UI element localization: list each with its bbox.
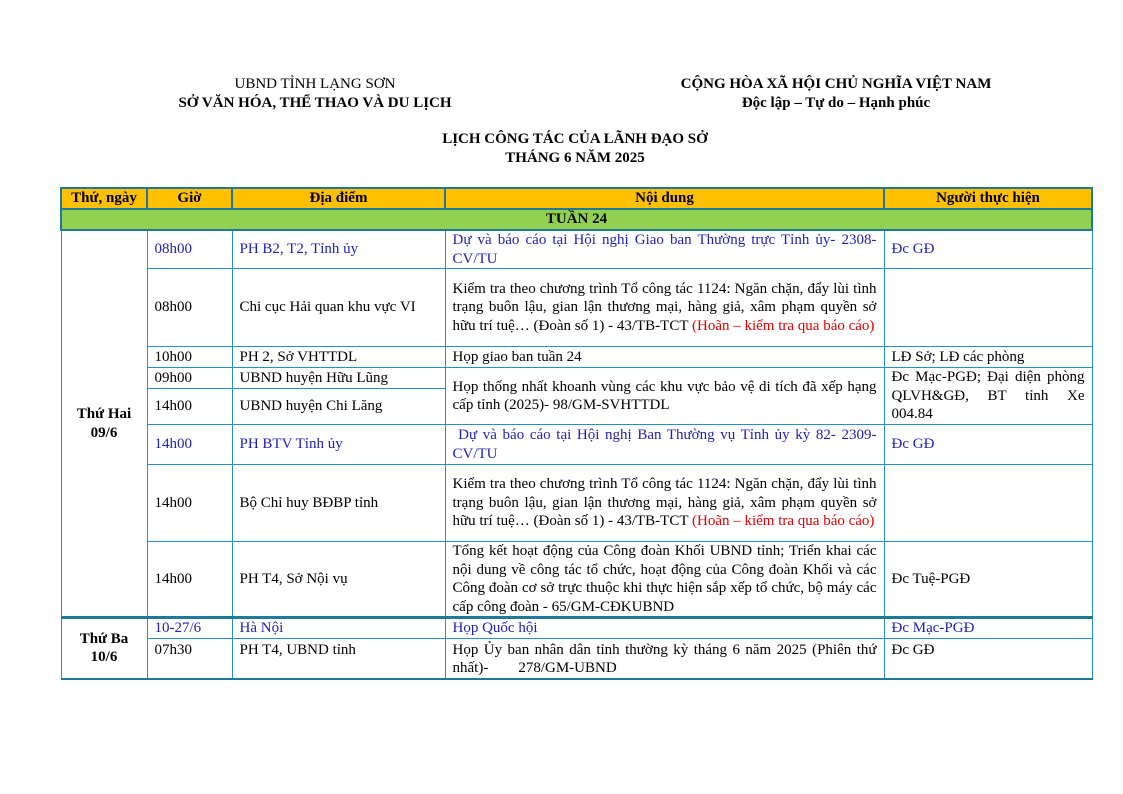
time-cell: 08h00 xyxy=(147,230,232,269)
column-header-place: Địa điểm xyxy=(232,188,445,209)
content-cell xyxy=(445,269,884,347)
content-cell: Họp Quốc hội xyxy=(445,618,884,639)
place-cell: Hà Nội xyxy=(232,618,445,639)
place-cell: Bộ Chỉ huy BĐBP tỉnh xyxy=(232,465,445,542)
day-cell-tuesday xyxy=(61,618,147,679)
table-row xyxy=(61,230,1092,269)
time-cell: 09h00 xyxy=(147,368,232,389)
person-cell: Đc Mạc-PGĐ; Đại diện phòng QLVH&GĐ, BT tỉnh Xe 004.84 xyxy=(884,368,1092,425)
week-row xyxy=(61,209,1092,230)
person-cell: Đc Tuệ-PGĐ xyxy=(884,542,1092,618)
postponed-note: (Hoãn – kiểm tra qua báo cáo) xyxy=(692,513,875,530)
content-cell: Dự và báo cáo tại Hội nghị Ban Thường vụ Tỉnh ủy kỳ 82- 2309-CV/TU xyxy=(445,425,884,465)
time-cell: 14h00 xyxy=(147,542,232,618)
place-cell: Chi cục Hải quan khu vực VI xyxy=(232,269,445,347)
schedule-table xyxy=(60,187,1093,680)
title-line-2: THÁNG 6 NĂM 2025 xyxy=(505,150,645,166)
table-row xyxy=(61,368,1092,389)
time-cell: 07h30 xyxy=(147,638,232,679)
national-title: CỘNG HÒA XÃ HỘI CHỦ NGHĨA VIỆT NAM xyxy=(680,76,992,92)
time-cell: 10h00 xyxy=(147,347,232,368)
agency-header xyxy=(150,75,480,113)
day-date: 10/6 xyxy=(90,649,118,666)
content-text: Kiểm tra theo chương trình Tổ công tác 1124: Ngăn chặn, đẩy lùi tình trạng buôn lậu, gian lận thương mại, hàng giả, xâm phạm quyền sở hữu trí tuệ… (Đoàn số 1) - 43/TB-TCT xyxy=(452,476,877,530)
week-label: TUẦN 24 xyxy=(61,209,1092,230)
content-cell: Họp Ủy ban nhân dân tỉnh thường kỳ tháng 6 năm 2025 (Phiên thứ nhất)- 278/GM-UBND xyxy=(445,638,884,679)
time-cell: 14h00 xyxy=(147,465,232,542)
column-header-person: Người thực hiện xyxy=(884,188,1092,209)
table-row xyxy=(61,618,1092,639)
place-cell: PH BTV Tỉnh ủy xyxy=(232,425,445,465)
table-row xyxy=(61,269,1092,347)
postponed-note: (Hoãn – kiểm tra qua báo cáo) xyxy=(692,317,875,334)
person-cell xyxy=(884,465,1092,542)
time-cell: 08h00 xyxy=(147,269,232,347)
national-header xyxy=(636,75,1036,113)
department-name: SỞ VĂN HÓA, THỂ THAO VÀ DU LỊCH xyxy=(178,95,452,111)
person-cell: Đc GĐ xyxy=(884,230,1092,269)
person-cell: LĐ Sở; LĐ các phòng xyxy=(884,347,1092,368)
day-name: Thứ Hai xyxy=(76,406,132,422)
person-cell: Đc Mạc-PGĐ xyxy=(884,618,1092,639)
column-header-day: Thứ, ngày xyxy=(61,188,147,209)
content-cell: Họp thống nhất khoanh vùng các khu vực bảo vệ di tích đã xếp hạng cấp tỉnh (2025)- 98/GM-SVHTTDL xyxy=(445,368,884,425)
column-header-time: Giờ xyxy=(147,188,232,209)
header-row xyxy=(61,188,1092,209)
time-cell: 10-27/6 xyxy=(147,618,232,639)
content-cell: Tổng kết hoạt động của Công đoàn Khối UBND tỉnh; Triển khai các nội dung về công tác tổ chức, hoạt động của Công đoàn Khối và các Công đoàn cơ sở trực thuộc khi thực hiện sắp xếp tổ chức, bộ máy các cấp công đoàn - 65/GM-CĐKUBND xyxy=(445,542,884,618)
table-row xyxy=(61,542,1092,618)
document-title xyxy=(300,130,850,168)
table-row xyxy=(61,347,1092,368)
place-cell: PH 2, Sở VHTTDL xyxy=(232,347,445,368)
day-date: 09/6 xyxy=(90,424,118,441)
time-cell: 14h00 xyxy=(147,425,232,465)
content-cell: Họp giao ban tuần 24 xyxy=(445,347,884,368)
place-cell: PH T4, Sở Nội vụ xyxy=(232,542,445,618)
content-cell: Dự và báo cáo tại Hội nghị Giao ban Thường trực Tỉnh ủy- 2308-CV/TU xyxy=(445,230,884,269)
day-name: Thứ Ba xyxy=(79,630,129,647)
table-row xyxy=(61,425,1092,465)
place-cell: UBND huyện Chi Lăng xyxy=(232,389,445,425)
person-cell xyxy=(884,269,1092,347)
person-cell: Đc GĐ xyxy=(884,638,1092,679)
column-header-content: Nội dung xyxy=(445,188,884,209)
place-cell: PH B2, T2, Tỉnh ủy xyxy=(232,230,445,269)
time-cell: 14h00 xyxy=(147,389,232,425)
day-cell-monday xyxy=(61,230,147,618)
content-text: Kiểm tra theo chương trình Tổ công tác 1124: Ngăn chặn, đẩy lùi tình trạng buôn lậu, gian lận thương mại, hàng giả, xâm phạm quyền sở hữu trí tuệ… (Đoàn số 1) - 43/TB-TCT xyxy=(452,280,877,334)
place-cell: PH T4, UBND tỉnh xyxy=(232,638,445,679)
national-motto: Độc lập – Tự do – Hạnh phúc xyxy=(741,95,931,111)
person-cell: Đc GĐ xyxy=(884,425,1092,465)
table-row xyxy=(61,638,1092,679)
content-cell xyxy=(445,465,884,542)
place-cell: UBND huyện Hữu Lũng xyxy=(232,368,445,389)
table-row xyxy=(61,465,1092,542)
title-line-1: LỊCH CÔNG TÁC CỦA LÃNH ĐẠO SỞ xyxy=(442,131,708,147)
province-committee: UBND TỈNH LẠNG SƠN xyxy=(234,76,396,92)
